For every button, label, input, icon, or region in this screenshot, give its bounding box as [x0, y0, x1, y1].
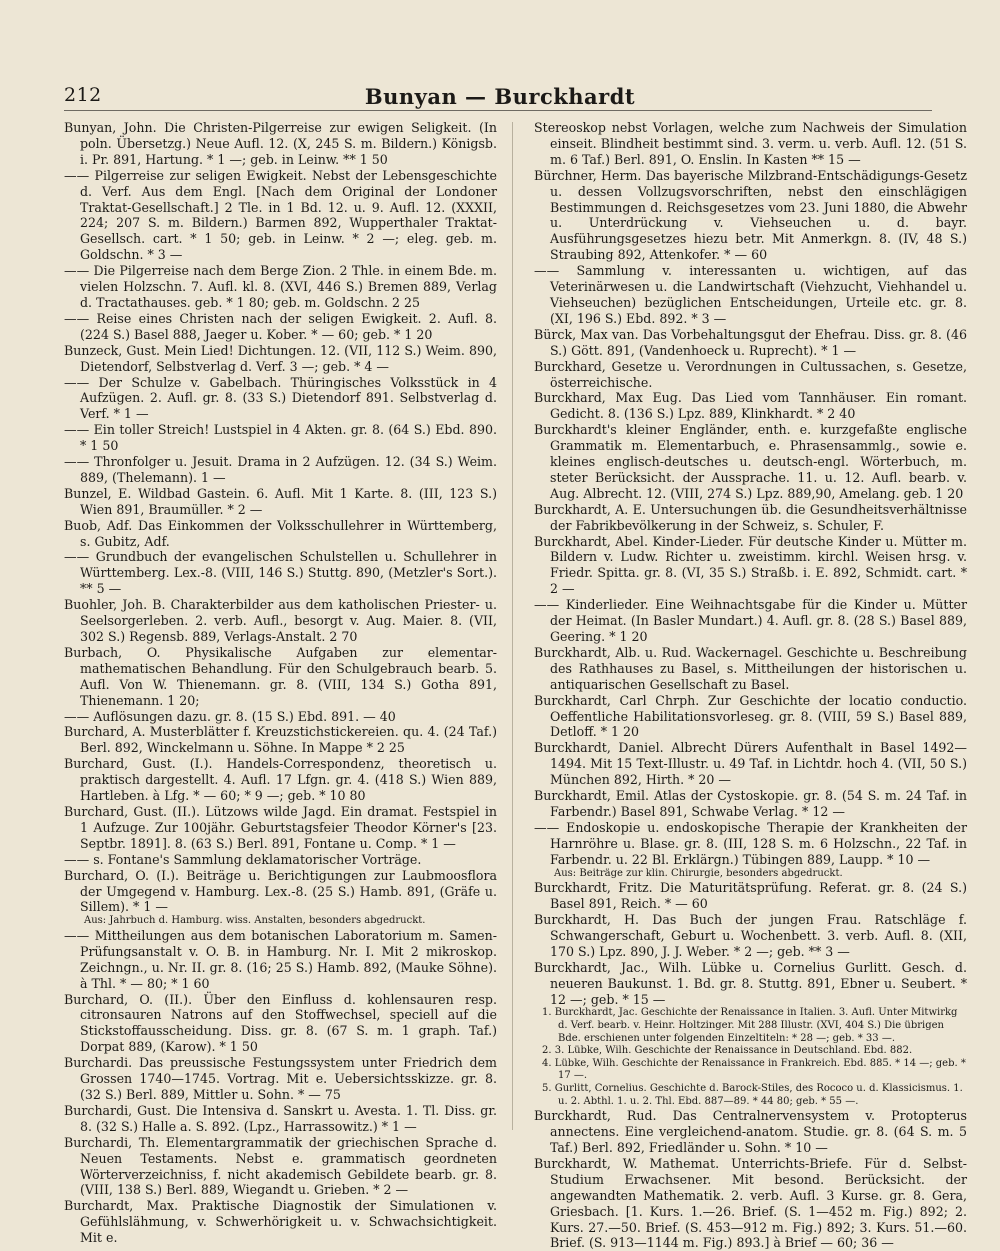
entry-text: Kinder-Lieder. Für deutsche Kinder u. Mütter m. Bildern v. Ludw. Richter u. zweistimm. kirchl. Weisen hrsg. v. Friedr. Spitta. gr. 8. (VI, 35 S.) Straßb. i. E. 892, Schmidt. cart. * 2 —	[550, 533, 967, 597]
catalog-entry	[64, 549, 497, 597]
catalog-entry	[64, 422, 497, 454]
entry-author: Buob, Adf.	[64, 517, 133, 533]
entry-author: Burckhard,	[534, 358, 606, 374]
entry-text: Auflösungen dazu. gr. 8. (15 S.) Ebd. 891. — 40	[93, 708, 396, 724]
catalog-entry	[534, 880, 967, 912]
catalog-entry	[534, 788, 967, 820]
catalog-entry	[534, 502, 967, 534]
entry-author: Burchard, Gust. (I.).	[64, 756, 213, 772]
catalog-entry	[64, 343, 497, 375]
catalog-entry	[64, 1055, 497, 1103]
catalog-entry	[534, 597, 967, 645]
entry-text: Gesch. d. neueren Baukunst. 1. Bd. gr. 8. Stuttg. 891, Ebner u. Seubert. * 12 —; geb. * 15 —	[550, 959, 967, 1007]
entry-author: Burckhardt, Alb. u. Rud. Wackernagel.	[534, 644, 783, 660]
catalog-entry	[534, 422, 967, 502]
entry-author: ——	[64, 454, 90, 470]
catalog-entry	[534, 820, 967, 868]
entry-author: ——	[64, 851, 90, 867]
catalog-entry	[64, 928, 497, 992]
catalog-entry	[64, 486, 497, 518]
catalog-entry	[534, 1108, 967, 1156]
catalog-entry	[534, 359, 967, 391]
entry-author: ——	[534, 597, 560, 613]
entry-author: Burckhardt, Fritz.	[534, 880, 653, 896]
entry-author: Burchard, O. (II.).	[64, 991, 193, 1007]
entry-author: ——	[64, 310, 90, 326]
entry-text: Kinderlieder. Eine Weihnachtsgabe für die Kinder u. Mütter der Heimat. (In Basler Mundart.) 4. Aufl. gr. 8. (28 S.) Basel 889, Geering. * 1 20	[550, 597, 967, 644]
catalog-entry	[64, 518, 497, 550]
footnote: 2. 3. Lübke, Wilh. Geschichte der Renaissance in Deutschland. Ebd. 882.	[542, 1045, 913, 1057]
catalog-entry	[534, 693, 967, 741]
catalog-entry	[64, 311, 497, 343]
catalog-entry	[64, 1135, 497, 1199]
entry-text: Beiträge u. Berichtigungen zur Laubmoosflora der Umgegend v. Hamburg. Lex.-8. (25 S.) Hamb. 891, (Gräfe u. Sillem). * 1 —	[80, 867, 497, 915]
entry-text: Zur Geschichte der locatio conductio. Oeffentliche Habilitationsvorleseg. gr. 8. (VIII, 59 S.) Basel 889, Detloff. * 1 20	[550, 692, 967, 740]
entry-author: ——	[534, 819, 560, 835]
catalog-entry	[64, 454, 497, 486]
entry-text: Atlas der Cystoskopie. gr. 8. (54 S. m. 24 Taf. in Farbendr.) Basel 891, Schwabe Verlag. * 12 —	[550, 788, 967, 819]
entry-author: Bunyan, John.	[64, 120, 157, 135]
catalog-entry	[534, 263, 967, 327]
entry-author: Burckhardt, Carl Chrph.	[534, 692, 700, 708]
catalog-entry	[64, 756, 497, 804]
page-number: 212	[64, 84, 102, 106]
catalog-entry	[64, 645, 497, 709]
entry-author: Bunzel, E.	[64, 485, 132, 501]
entry-text: Thronfolger u. Jesuit. Drama in 2 Aufzügen. 12. (34 S.) Weim. 889, (Thelemann). 1 —	[80, 454, 497, 485]
entry-author: Buohler, Joh. B.	[64, 597, 166, 613]
entry-author: ——	[64, 708, 90, 724]
entry-author: Burchardi, Gust.	[64, 1102, 171, 1118]
entry-author: Burchard, O. (I.).	[64, 867, 180, 883]
entry-author: Burckhardt, W.	[534, 1155, 638, 1171]
catalog-entry	[64, 868, 497, 916]
entry-text: Wildbad Gastein. 6. Aufl. Mit 1 Karte. 8. (III, 123 S.) Wien 891, Braumüller. * 2 —	[80, 485, 497, 517]
catalog-entry	[64, 852, 497, 868]
running-title: Bunyan — Burckhardt	[364, 84, 636, 109]
entry-author: Burckhardt, Rud.	[534, 1108, 657, 1124]
entry-author: ——	[64, 422, 90, 438]
entry-text: Endoskopie u. endoskopische Therapie der Krankheiten der Harnröhre u. Blase. gr. 8. (III, 128 S. m. 6 Holzschn., 22 Taf. in Farbendr. u. 22 Bl. Erklärgn.) Tübingen 889, Laupp. * 10 —	[550, 819, 967, 867]
entry-text: kleiner Engländer, enth. e. kurzgefaßte englische Grammatik m. Elementarbuch, e. Phrasensammlg., sowie e. kleines englisch-deutsches u. deutsch-engl. Wörterbuch, m. steter Berücksicht. der Aussprache. 11. u. 12. Aufl. bearb. v. Aug. Albrecht. 12. (VIII, 274 S.) Lpz. 889,90, Amelang. geb. 1 20	[550, 422, 967, 501]
entry-text: Mein Lied! Dichtungen. 12. (VII, 112 S.) Weim. 890, Dietendorf, Selbstverlag d. Verf. 3 —; geb. * 4 —	[80, 342, 497, 374]
entry-author: Burbach, O.	[64, 644, 161, 660]
entry-author: Burchardt, Max.	[64, 1198, 179, 1214]
entry-author: Burckhardt, A. E.	[534, 501, 646, 517]
source-note: Aus: Jahrbuch d. Hamburg. wiss. Anstalten, besonders abgedruckt.	[84, 915, 426, 927]
entry-author: Burchard, A.	[64, 724, 146, 740]
entry-text: Die Intensiva d. Sanskrt u. Avesta. 1. Tl. Diss. gr. 8. (32 S.) Halle a. S. 892. (Lpz., Harrassowitz.) * 1 —	[80, 1102, 498, 1134]
entry-author: Burckhardt, Jac., Wilh. Lübke u. Cornelius Gurlitt.	[534, 959, 892, 975]
entry-author: ——	[64, 927, 90, 943]
entry-text: Albrecht Dürers Aufenthalt in Basel 1492—1494. Mit 15 Text-Illustr. u. 49 Taf. in Lichtdr. hoch 4. (VII, 50 S.) München 892, Hirth. * 20 —	[550, 740, 967, 788]
catalog-entry	[534, 1156, 967, 1251]
entry-author: Burckhard, Max Eug.	[534, 390, 682, 406]
catalog-entry	[64, 168, 497, 263]
catalog-entry	[534, 120, 967, 168]
entry-text: Der Schulze v. Gabelbach. Thüringisches Volksstück in 4 Aufzügen. 2. Aufl. gr. 8. (33 S.) Dietendorf 891. Selbstverlag d. Verf. * 1 —	[80, 374, 497, 422]
catalog-entry	[64, 804, 497, 852]
entry-text: Mittheilungen aus dem botanischen Laboratorium m. Samen-Prüfungsanstalt v. O. B. in Hamburg. Nr. I. Mit 2 mikroskop. Zeichngn., u. Nr. II. gr. 8. (16; 25 S.) Hamb. 892, (Mauke Söhne). à Thl. * — 80; * 1 60	[80, 927, 497, 991]
entry-text: Gesetze u. Verordnungen in Cultussachen, s. Gesetze, österreichische.	[550, 358, 967, 390]
left-column	[64, 120, 497, 1246]
entry-text: Mathemat. Unterrichts-Briefe. Für d. Selbst-Studium Erwachsener. Mit besond. Berücksicht. der angewandten Mathematik. 2. verb. Aufl. 3 Kurse. gr. 8. Gera, Griesbach. [1. Kurs. 1.—26. Brief. (S. 1—452 m. Fig.) 892; 2. Kurs. 27.—50. Brief. (S. 453—912 m. Fig.) 892; 3. Kurs. 51.—60. Brief. (S. 913—1144 m. Fig.) 893.] à Brief — 60; 36 —	[550, 1155, 967, 1251]
catalog-entry	[64, 1103, 497, 1135]
page-header	[0, 84, 1000, 116]
entry-text: Die Pilgerreise nach dem Berge Zion. 2 Thle. in einem Bde. m. vielen Holzschn. 7. Aufl. kl. 8. (XVI, 446 S.) Bremen 889, Verlag d. Tractathauses. geb. * 1 80; geb. m. Goldschn. 2 25	[80, 263, 497, 310]
entry-text: Handels-Correspondenz, theoretisch u. praktisch dargestellt. 4. Aufl. 17 Lfgn. gr. 4. (418 S.) Wien 889, Hartleben. à Lfg. * — 60; * 9 —; geb. * 10 80	[80, 756, 498, 804]
catalog-entry	[534, 912, 967, 960]
entry-text: Pilgerreise zur seligen Ewigkeit. Nebst der Lebensgeschichte d. Verf. Aus dem Engl. [Nach dem Original der Londoner Traktat-Gesellschaft.] 2 Tle. in 1 Bd. 12. u. 9. Aufl. 12. (XXXII, 224; 207 S. m. Bildern.) Barmen 892, Wupperthaler Traktat-Gesellsch. cart. * 1 50; geb. in Leinw. * 2 —; eleg. geb. m. Goldschn. * 3 —	[80, 167, 497, 263]
entry-author: Burchardi.	[64, 1055, 133, 1071]
catalog-entry	[64, 1198, 497, 1246]
catalog-entry	[534, 740, 967, 788]
entry-author: ——	[534, 263, 560, 279]
entry-text: Das Einkommen der Volksschullehrer in Württemberg, s. Gubitz, Adf.	[80, 517, 497, 549]
entry-text: Das Centralnervensystem v. Protopterus annectens. Eine vergleichend-anatom. Studie. gr. 8. (64 S. m. 5 Taf.) Berl. 892, Friedländer u. Sohn. * 10 —	[550, 1108, 967, 1155]
entry-text: Das Vorbehaltungsgut der Ehefrau. Diss. gr. 8. (46 S.) Gött. 891, (Vandenhoeck u. Ruprecht). * 1 —	[550, 326, 967, 358]
catalog-entry	[64, 263, 497, 311]
catalog-entry	[534, 390, 967, 422]
entry-text: Elementargrammatik der griechischen Sprache d. Neuen Testaments. Nebst e. grammatisch geordneten Wörterverzeichniss, f. nicht akademisch Gebildete bearb. gr. 8. (VIII, 138 S.) Berl. 889, Wiegandt u. Grieben. * 2 —	[80, 1134, 497, 1198]
catalog-entry	[534, 168, 967, 263]
entry-text: Die Maturitätsprüfung. Referat. gr. 8. (24 S.) Basel 891, Reich. * — 60	[550, 880, 967, 912]
source-note: Aus: Beiträge zur klin. Chirurgie, besonders abgedruckt.	[554, 867, 843, 879]
entry-text: s. Fontane's Sammlung deklamatorischer Vorträge.	[93, 851, 422, 867]
catalog-entry	[534, 645, 967, 693]
footnote: 4. Lübke, Wilh. Geschichte der Renaissance in Frankreich. Ebd. 885. * 14 —; geb. * 17 —.	[542, 1057, 966, 1082]
entry-text: Reise eines Christen nach der seligen Ewigkeit. 2. Aufl. 8. (224 S.) Basel 888, Jaeger u. Kober. * — 60; geb. * 1 20	[80, 310, 497, 342]
entry-author: Bürchner, Herm.	[534, 167, 642, 183]
entry-text: Das bayerische Milzbrand-Entschädigungs-Gesetz u. dessen Vollzugsvorschriften, nebst den einschlägigen Bestimmungen d. Reichsgesetzes vom 23. Juni 1880, die Abwehr u. Unterdrückung v. Viehseuchen u. d. bayr. Ausführungsgesetzes hiezu betr. Mit Anmerkgn. 8. (IV, 48 S.) Straubing 892, Attenkofer. * — 60	[550, 167, 967, 263]
catalog-entry	[64, 992, 497, 1056]
catalog-entry	[64, 120, 497, 168]
entry-text: Untersuchungen üb. die Gesundheitsverhältnisse der Fabrikbevölkerung in der Schweiz, s. Schuler, F.	[550, 501, 968, 533]
entry-author: ——	[64, 167, 90, 183]
entry-text: Praktische Diagnostik der Simulationen v. Gefühlslähmung, v. Schwerhörigkeit u. v. Schwachsichtigkeit. Mit e.	[80, 1198, 497, 1246]
entry-text: Das Lied vom Tannhäuser. Ein romant. Gedicht. 8. (136 S.) Lpz. 889, Klinkhardt. * 2 40	[550, 390, 968, 422]
catalog-entry	[534, 960, 967, 1008]
entry-author: Burckhardt, Daniel.	[534, 740, 664, 756]
entry-text: Geschichte u. Beschreibung des Rathhauses zu Basel, s. Mittheilungen der historischen u. antiquarischen Gesellschaft zu Basel.	[550, 644, 967, 692]
entry-author: Burchardi, Th.	[64, 1134, 160, 1150]
catalog-entry	[64, 724, 497, 756]
catalog-entry	[534, 534, 967, 598]
entry-text: Das Buch der jungen Frau. Ratschläge f. Schwangerschaft, Geburt u. Wochenbett. 3. verb. Aufl. 8. (XII, 170 S.) Lpz. 890, J. J. Weber. * 2 —; geb. ** 3 —	[550, 912, 967, 959]
entry-text: Physikalische Aufgaben zur elementar-mathematischen Behandlung. Für den Schulgebrauch bearb. 5. Aufl. Von W. Thienemann. gr. 8. (VIII, 134 S.) Gotha 891, Thienemann. 1 20;	[80, 644, 497, 708]
entry-author: Burckhardt, Abel.	[534, 533, 648, 549]
entry-text: Stereoskop nebst Vorlagen, welche zum Nachweis der Simulation einseit. Blindheit bestimmt sind. 3. verm. u. verb. Aufl. 12. (51 S. m. 6 Taf.) Berl. 891, O. Enslin. In Kasten ** 15 —	[534, 120, 967, 167]
entry-author: ——	[64, 549, 90, 565]
catalog-entry	[534, 327, 967, 359]
entry-author: Burckhardt, H.	[534, 912, 640, 927]
entry-text: Ein toller Streich! Lustspiel in 4 Akten. gr. 8. (64 S.) Ebd. 890. * 1 50	[80, 422, 497, 454]
entry-text: Lützows wilde Jagd. Ein dramat. Festspiel in 1 Aufzuge. Zur 100jähr. Geburtstagsfeier Theodor Körner's [23. Septbr. 1891]. 8. (63 S.) Berl. 891, Fontane u. Comp. * 1 —	[80, 803, 497, 851]
entry-author: Burchard, Gust. (II.).	[64, 803, 200, 819]
catalog-entry	[64, 375, 497, 423]
header-rule	[64, 110, 932, 111]
footnote: 5. Gurlitt, Cornelius. Geschichte d. Barock-Stiles, des Rococo u. d. Klassicismus. 1. u. 2. Abthl. 1. u. 2. Thl. Ebd. 887—89. * 44 80; geb. * 55 —.	[542, 1083, 963, 1107]
right-column	[534, 120, 967, 1251]
entry-text: Das preussische Festungssystem unter Friedrich dem Grossen 1740—1745. Vortrag. Mit e. Uebersichtsskizze. gr. 8. (32 S.) Berl. 889, Mittler u. Sohn. * — 75	[80, 1055, 497, 1102]
entry-author: Burckhardt's	[534, 422, 617, 438]
footnote: 1. Burckhardt, Jac. Geschichte der Renaissance in Italien. 3. Aufl. Unter Mitwirkg d. Verf. bearb. v. Heinr. Holtzinger. Mit 288 Illustr. (XVI, 404 S.) Die übrigen Bde. erschienen unter folgenden Einzeltiteln: * 28 —; geb. * 33 —.	[542, 1007, 958, 1044]
entry-text: Sammlung v. interessanten u. wichtigen, auf das Veterinärwesen u. die Landwirtschaft (Viehzucht, Viehhandel u. Viehseuchen) bezüglichen Entscheidungen, Urteile etc. gr. 8. (XI, 196 S.) Ebd. 892. * 3 —	[550, 263, 967, 326]
entry-text: Musterblätter f. Kreuzstichstickereien. qu. 4. (24 Taf.) Berl. 892, Winckelmann u. Söhne. In Mappe * 2 25	[80, 724, 497, 756]
entry-text: Die Christen-Pilgerreise zur ewigen Seligkeit. (In poln. Übersetzg.) Neue Aufl. 12. (X, 245 S. m. Bildern.) Königsb. i. Pr. 891, Hartung. * 1 —; geb. in Leinw. ** 1 50	[80, 120, 497, 167]
entry-text: Charakterbilder aus dem katholischen Priester- u. Seelsorgerleben. 2. verb. Aufl., besorgt v. Aug. Maier. 8. (VII, 302 S.) Regensb. 889, Verlags-Anstalt. 2 70	[80, 597, 497, 644]
entry-author: Bürck, Max van.	[534, 326, 639, 342]
entry-author: ——	[64, 374, 90, 390]
column-divider	[512, 122, 513, 1130]
entry-author: Burckhardt, Emil.	[534, 788, 649, 804]
entry-text: Über den Einfluss d. kohlensauren resp. citronsauren Natrons auf den Stoffwechsel, speciell auf die Stickstoffausscheidung. Diss. gr. 8. (67 S. m. 1 graph. Taf.) Dorpat 889, (Karow). * 1 50	[80, 991, 497, 1055]
entry-text: Grundbuch der evangelischen Schulstellen u. Schullehrer in Württemberg. Lex.-8. (VIII, 146 S.) Stuttg. 890, (Metzler's Sort.). ** 5 —	[80, 549, 497, 597]
catalog-entry	[64, 709, 497, 725]
entry-author: ——	[64, 263, 90, 279]
catalog-entry	[64, 597, 497, 645]
entry-author: Bunzeck, Gust.	[64, 342, 161, 358]
